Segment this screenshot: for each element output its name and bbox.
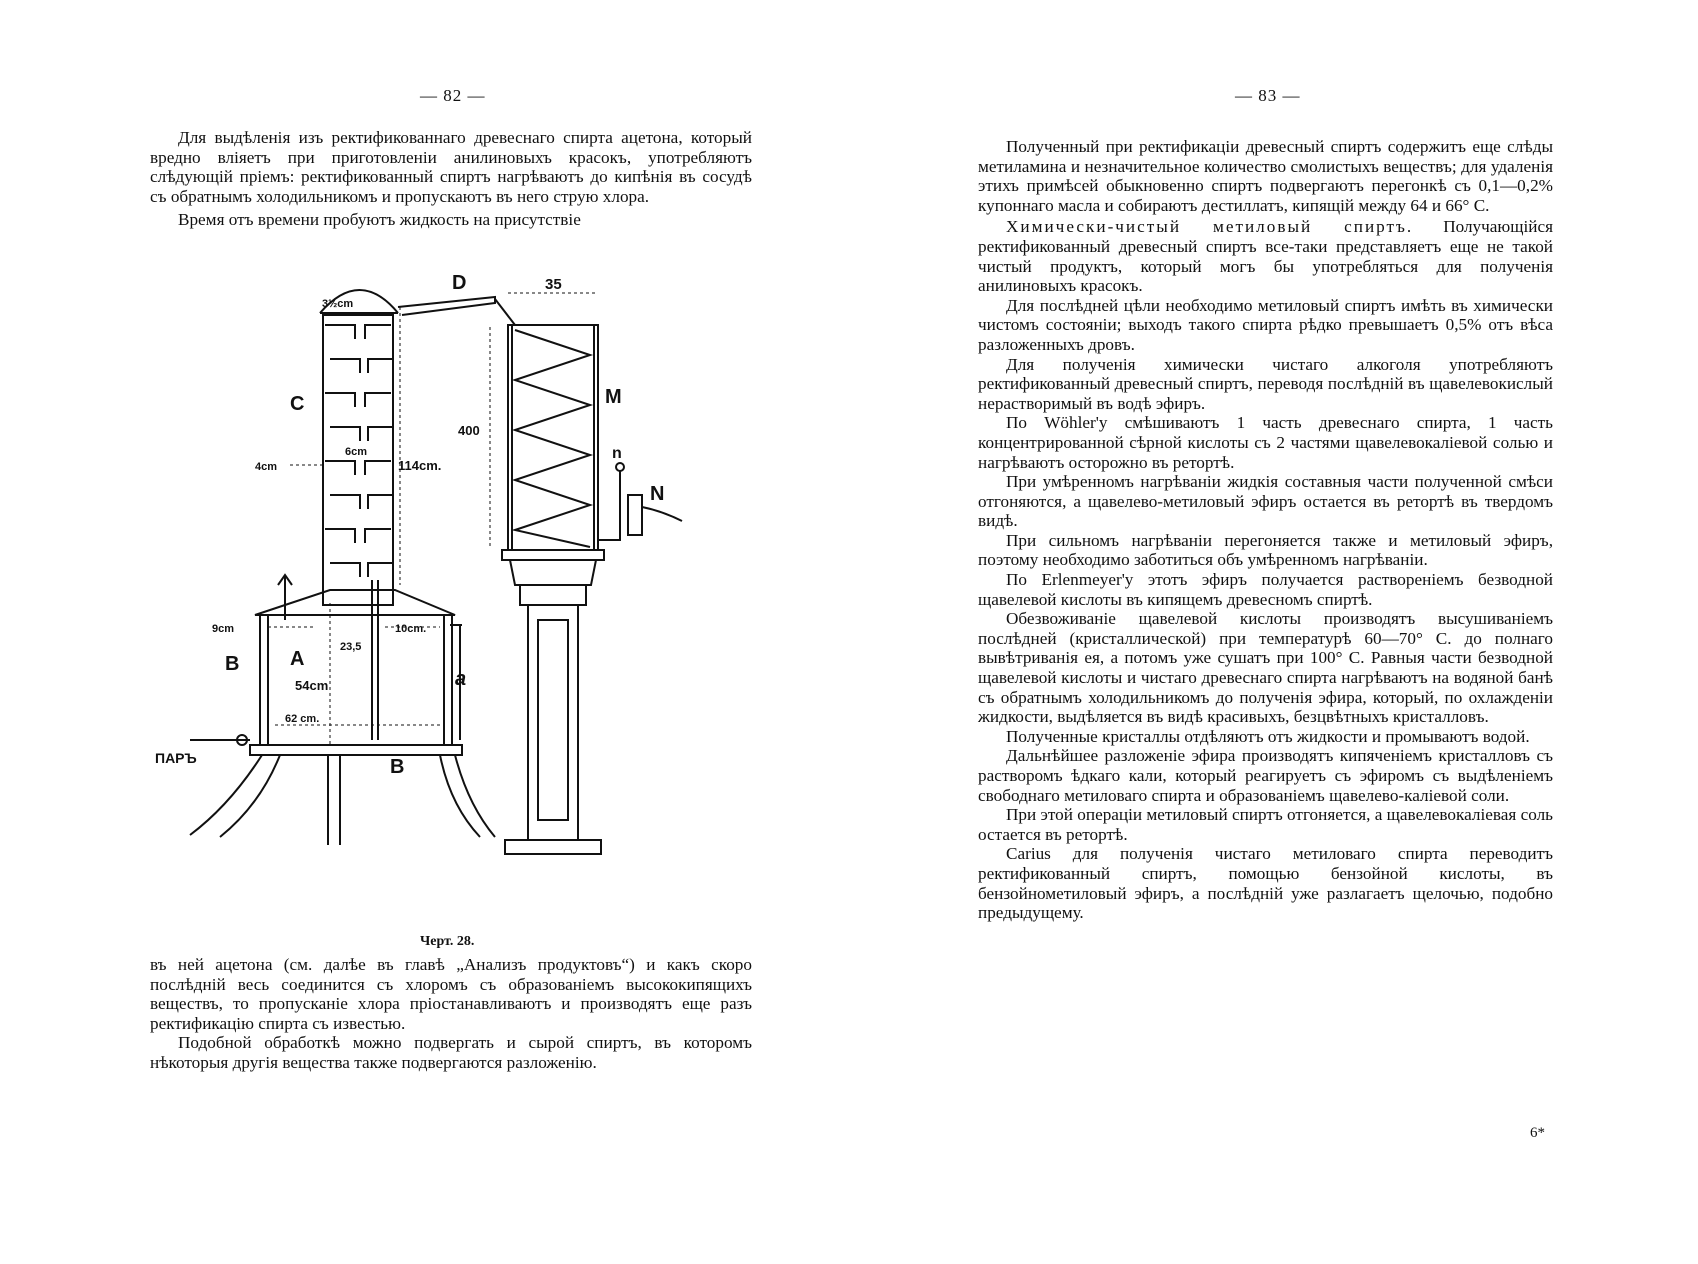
right-paragraph: Для послѣдней цѣли необходимо метиловый спиртъ имѣть въ химически чистомъ состояніи; выходъ такого спирта рѣдко превышаетъ 0,5% отъ вѣса разложенныхъ дровъ. [978, 295, 1553, 354]
left-top-text [150, 128, 752, 230]
fig-dim-6: 6cm [345, 446, 368, 458]
fig-dim-9: 9cm [212, 623, 235, 635]
fig-dim-400: 400 [458, 423, 480, 438]
left-paragraph: Время отъ времени пробуютъ жидкость на присутствіе [178, 210, 581, 230]
fig-label-C: C [290, 393, 305, 415]
fig-dim-35: 35 [545, 276, 562, 293]
right-paragraph: При этой операціи метиловый спиртъ отгоняется, а щавелевокаліевая соль остается въ ретортѣ. [978, 805, 1553, 844]
right-paragraph: Полученные кристаллы отдѣляютъ отъ жидкости и промываютъ водой. [1006, 726, 1530, 746]
right-paragraph-heading [978, 217, 1553, 295]
fig-label-D: D [452, 272, 467, 294]
fig-dim-23-5: 23,5 [340, 641, 362, 653]
heading-continuation: Получающійся ректификованный древесный спиртъ все-таки представляетъ еще не такой чистый продуктъ, который могъ бы употребляться для полученія анилиновыхъ красокъ. [978, 217, 1553, 296]
fig-dim-3-5: 3½cm [322, 298, 354, 310]
fig-dim-4: 4cm [255, 461, 278, 473]
fig-dim-62: 62 cm. [285, 713, 320, 725]
fig-label-B-left: B [225, 653, 240, 675]
fig-label-M: M [605, 386, 622, 408]
right-paragraph: Для полученія химически чистаго алкоголя употребляютъ ректификованный древесный спиртъ, переводя послѣдній въ щавелевокислый нерастворимый въ водѣ эфиръ. [978, 354, 1553, 413]
fig-dim-10: 10cm. [395, 623, 427, 635]
signature-mark: 6* [1530, 1125, 1545, 1141]
right-paragraph: По Erlenmeyer'у этотъ эфиръ получается раствореніемъ безводной щавелевой кислоты въ кипящемъ древесномъ спиртѣ. [978, 570, 1553, 609]
fig-label-steam: ПАРЪ [155, 750, 197, 766]
fig-dim-114: 114cm. [398, 458, 442, 473]
distillation-apparatus-figure [150, 272, 770, 925]
right-paragraph: По Wöhler'у смѣшиваютъ 1 часть древеснаго спирта, 1 часть концентрированной сѣрной кислоты съ 2 частями щавелевокаліевой солью и нагрѣваютъ осторожно въ ретортѣ. [978, 413, 1553, 472]
fig-label-n: n [612, 445, 622, 462]
right-paragraph: Дальнѣйшее разложеніе эфира производятъ кипяченіемъ кристалловъ съ растворомъ ѣдкаго кали, который реагируетъ съ эфиромъ съ выдѣленіемъ свободнаго метиловаго спирта и образованіемъ щавелево-каліевой соли. [978, 746, 1553, 805]
left-page-number: — 82 — [420, 86, 486, 105]
right-paragraph: При сильномъ нагрѣваніи перегоняется также и метиловый эфиръ, поэтому необходимо заботиться объ умѣренномъ нагрѣваніи. [978, 530, 1553, 570]
fig-dim-54: 54cm [295, 678, 329, 693]
left-bottom-text [150, 955, 752, 1073]
section-heading: Химически-чистый метиловый спиртъ. [1006, 217, 1414, 237]
fig-label-N: N [650, 483, 665, 505]
fig-label-A: A [290, 648, 305, 670]
figure-caption: Черт. 28. [420, 934, 475, 949]
right-text [978, 137, 1553, 923]
right-paragraph: Обезвоживаніе щавелевой кислоты производятъ высушиваніемъ послѣдней (кристаллической) при температурѣ 60—70° С. до полнаго вывѣтриванія ея, а потомъ уже сушатъ при 100° С. Равныя части безводной щавелевой кислоты и чистаго древеснаго спирта нагрѣваютъ на водяной банѣ съ обратнымъ холодильникомъ до полученія эфира, который, по охлажденіи жидкости, выдѣляется въ видѣ красивыхъ, безцвѣтныхъ кристалловъ. [978, 609, 1553, 727]
left-paragraph: Для выдѣленія изъ ректификованнаго древеснаго спирта ацетона, который вредно вліяетъ при приготовленіи анилиновыхъ красокъ, употребляютъ слѣдующій пріемъ: ректификованный спиртъ нагрѣваютъ до кипѣнія въ сосудѣ съ обратнымъ холодильникомъ и пропускаютъ въ него струю хлора. [150, 128, 752, 206]
right-paragraph: Полученный при ректификаціи древесный спиртъ содержитъ еще слѣды метиламина и незначительное количество смолистыхъ веществъ; для удаленія этихъ примѣсей обыкновенно спиртъ подвергаютъ перегонкѣ съ 0,1—0,2% купоннаго масла и собираютъ дестиллатъ, кипящій между 64 и 66° С. [978, 137, 1553, 215]
left-paragraph: Подобной обработкѣ можно подвергать и сырой спиртъ, въ которомъ нѣкоторыя другія вещества также подвергаются разложенію. [150, 1033, 752, 1072]
fig-label-a: a [455, 668, 467, 690]
left-paragraph: въ ней ацетона (см. далѣе въ главѣ „Анализъ продуктовъ“) и какъ скоро послѣдній весь соединится съ хлоромъ съ образованіемъ высококипящихъ веществъ, то пропусканіе хлора пріостанавливаютъ и производятъ еще разъ ректификацію спирта съ известью. [150, 955, 752, 1033]
right-paragraph: При умѣренномъ нагрѣваніи жидкія составныя части полученной смѣси отгоняются, а щавелево-метиловый эфиръ остается въ ретортѣ въ твердомъ видѣ. [978, 472, 1553, 531]
right-page-number: — 83 — [1235, 86, 1301, 105]
fig-label-B-bottom: B [390, 756, 405, 778]
right-paragraph: Carius для полученія чистаго метиловаго спирта переводитъ ректификованный спиртъ, помощью бензойной кислоты, въ бензойнометиловый эфиръ, а послѣдній уже разлагаетъ щелочью, подобно предыдущему. [978, 844, 1553, 923]
